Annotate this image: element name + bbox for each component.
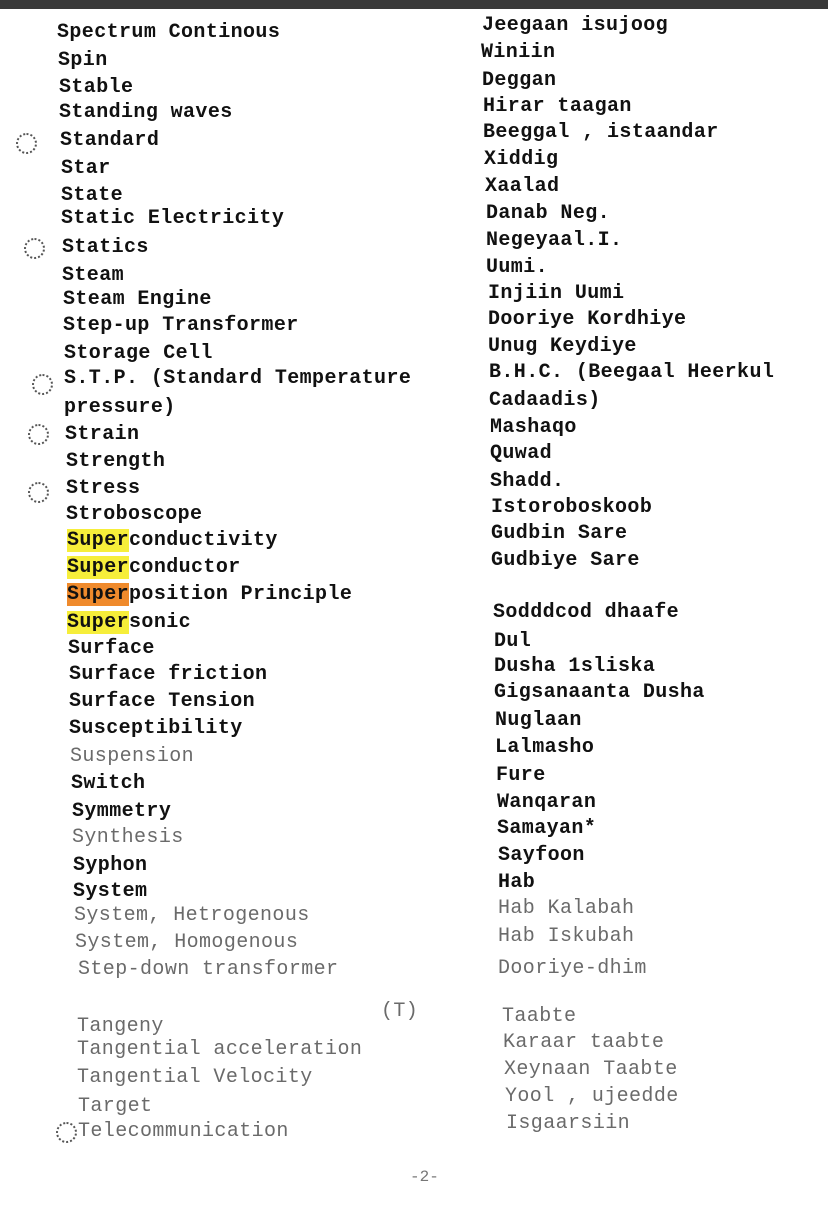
translation: Unug Keydiye [488,335,637,358]
term: Telecommunication [78,1120,289,1143]
translation: Beeggal , istaandar [483,121,719,144]
term: Tangential acceleration [77,1038,363,1061]
margin-mark [16,133,37,154]
translation: Mashaqo [490,416,577,439]
term: Steam Engine [63,288,212,311]
term: Suspension [70,745,195,768]
margin-mark [56,1122,77,1143]
term: Synthesis [72,826,184,849]
term-suffix: conductor [129,556,241,579]
term: Strain [65,423,140,446]
top-bar [0,0,828,9]
translation: Gudbin Sare [491,522,628,545]
term: System, Hetrogenous [74,904,310,927]
translation: Winiin [481,41,556,64]
term: Surface friction [69,663,268,686]
highlight: Super [67,583,130,606]
term: Stable [59,76,134,99]
term: Stress [66,477,141,500]
term: Surface Tension [69,690,256,713]
term-super [67,584,352,606]
translation: Injiin Uumi [488,282,625,305]
translation: Dooriye-dhim [498,957,647,980]
term: Strength [66,450,166,473]
highlight: Super [67,556,130,579]
term: State [61,184,124,207]
translation: Sayfoon [498,844,585,867]
translation: Dul [494,630,532,653]
term-suffix: position Principle [129,583,353,606]
translation: Cadaadis) [489,389,601,412]
term: Steam [62,264,125,287]
term: Syphon [73,854,148,877]
term: Susceptibility [69,717,243,740]
translation: Xeynaan Taabte [504,1058,678,1081]
translation: Shadd. [490,470,565,493]
term: Static Electricity [61,207,285,230]
term: Star [61,157,111,180]
term: System [73,880,148,903]
translation: Hirar taagan [483,95,632,118]
term: System, Homogenous [75,931,299,954]
term-suffix: conductivity [129,529,278,552]
translation: Jeegaan isujoog [482,14,669,37]
translation: Xaalad [485,175,560,198]
translation: Lalmasho [495,736,595,759]
translation: Negeyaal.I. [486,229,623,252]
margin-mark [28,482,49,503]
term: Step-up Transformer [63,314,299,337]
translation: Dooriye Kordhiye [488,308,687,331]
term: Standard [60,129,160,152]
term: Stroboscope [66,503,203,526]
term: Symmetry [72,800,172,823]
translation: Wanqaran [497,791,597,814]
page-number: -2- [410,1168,439,1186]
section-letter: (T) [381,1000,419,1023]
term: Tangential Velocity [77,1066,313,1089]
term-super [67,612,191,634]
translation: Uumi. [486,256,549,279]
translation: Dusha 1sliska [494,655,656,678]
highlight: Super [67,529,130,552]
term-super [67,557,241,579]
margin-mark [32,374,53,395]
term: Step-down transformer [78,958,339,981]
translation: Deggan [482,69,557,92]
term: Standing waves [59,101,233,124]
margin-mark [24,238,45,259]
term: Surface [68,637,155,660]
term: Switch [71,772,146,795]
translation: Danab Neg. [486,202,611,225]
translation: Quwad [490,442,553,465]
translation: B.H.C. (Beegaal Heerkul [489,361,775,384]
translation: Nuglaan [495,709,582,732]
highlight: Super [67,611,130,634]
translation: Fure [496,764,546,787]
term-super [67,530,278,552]
term-suffix: sonic [129,611,192,634]
term: Spectrum Continous [57,21,281,44]
translation: Samayan* [497,817,597,840]
term: Spin [58,49,108,72]
term: Tangeny [77,1015,164,1038]
term: Statics [62,236,149,259]
translation: Karaar taabte [503,1031,665,1054]
translation: Istoroboskoob [491,496,653,519]
translation: Hab Iskubah [498,925,635,948]
translation: Isgaarsiin [506,1112,631,1135]
translation: Sodddcod dhaafe [493,601,680,624]
translation: Yool , ujeedde [505,1085,679,1108]
term: pressure) [64,396,176,419]
translation: Hab [498,871,536,894]
term: Storage Cell [64,342,213,365]
translation: Taabte [502,1005,577,1028]
translation: Xiddig [484,148,559,171]
translation: Hab Kalabah [498,897,635,920]
margin-mark [28,424,49,445]
translation: Gudbiye Sare [491,549,640,572]
term: Target [78,1095,153,1118]
translation: Gigsanaanta Dusha [494,681,705,704]
term: S.T.P. (Standard Temperature [64,367,412,390]
